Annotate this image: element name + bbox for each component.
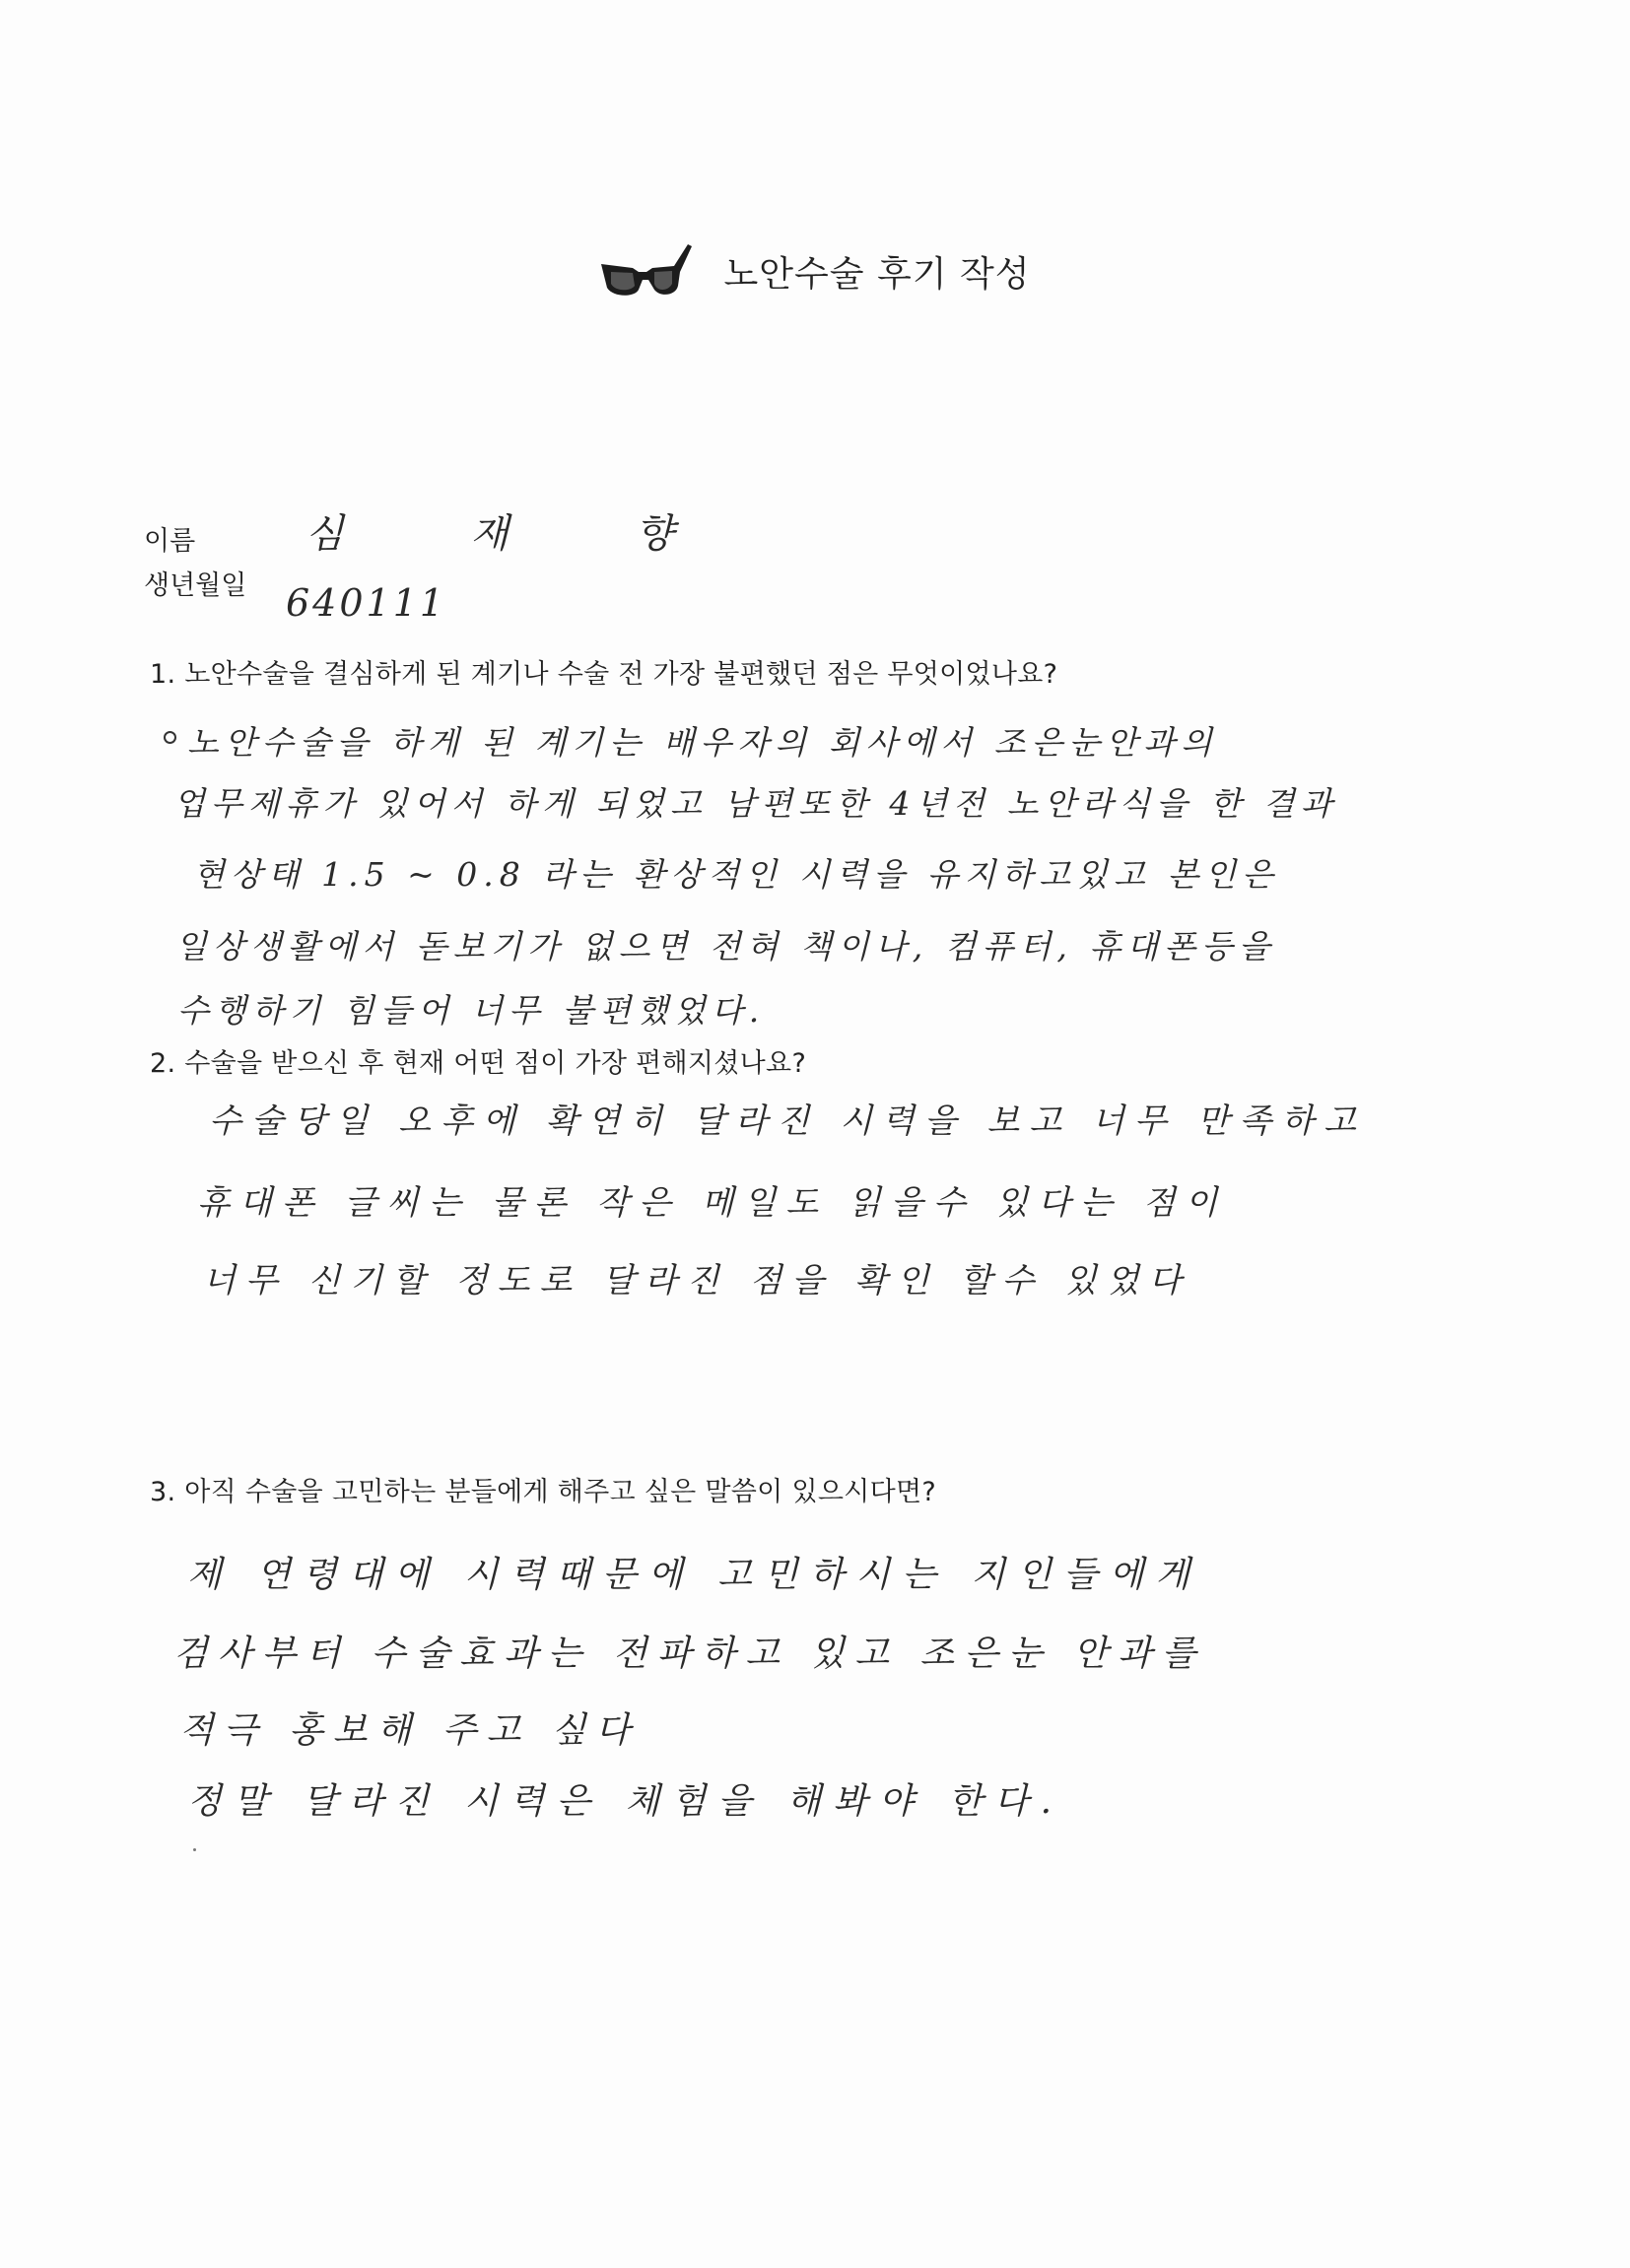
answer-1-line: 현상태 1.5 ~ 0.8 라는 환상적인 시력을 유지하고있고 본인은	[193, 855, 1279, 894]
name-value: 심 재 향	[306, 511, 731, 557]
answer-1-line: 일상생활에서 돋보기가 없으면 전혀 책이나, 컴퓨터, 휴대폰등을	[175, 927, 1276, 966]
question-2: 2. 수술을 받으신 후 현재 어떤 점이 가장 편해지셨나요?	[150, 1048, 807, 1079]
answer-1-line: 수행하기 힘들어 너무 불편했었다.	[177, 991, 766, 1030]
document-header	[0, 242, 1630, 300]
answer-3-line: 정말 달라진 시력은 체험을 해봐야 한다.	[187, 1781, 1064, 1822]
answer-3-line: 검사부터 수술효과는 전파하고 있고 조은눈 안과를	[173, 1634, 1206, 1674]
birth-date-value: 640111	[286, 581, 447, 625]
question-3: 3. 아직 수술을 고민하는 분들에게 해주고 싶은 말씀이 있으시다면?	[150, 1477, 936, 1507]
page-title: 노안수술 후기 작성	[723, 253, 1031, 295]
answer-1-line: 노안수술을 하게 된 계기는 배우자의 회사에서 조은눈안과의	[187, 723, 1218, 762]
scan-speck	[193, 1848, 196, 1851]
glasses-icon	[599, 242, 696, 300]
name-label: 이름	[144, 526, 196, 557]
answer-3-line: 적극 홍보해 주고 싶다	[179, 1710, 641, 1751]
answer-3-line: 제 연령대에 시력때문에 고민하시는 지인들에게	[187, 1555, 1202, 1595]
answer-1-line: 업무제휴가 있어서 하게 되었고 남편또한 4년전 노안라식을 한 결과	[173, 784, 1338, 823]
answer-2-line: 너무 신기할 정도로 달라진 점을 확인 할수 있었다	[203, 1261, 1191, 1301]
question-1: 1. 노안수술을 결심하게 된 계기나 수술 전 가장 불편했던 점은 무엇이었나요?	[150, 659, 1058, 690]
answer-2-line: 수술당일 오후에 확연히 달라진 시력을 보고 너무 만족하고	[209, 1101, 1366, 1141]
answer-bullet	[164, 731, 176, 744]
answer-2-line: 휴대폰 글씨는 물론 작은 메일도 읽을수 있다는 점이	[197, 1183, 1228, 1223]
birth-date-label: 생년월일	[144, 570, 247, 601]
